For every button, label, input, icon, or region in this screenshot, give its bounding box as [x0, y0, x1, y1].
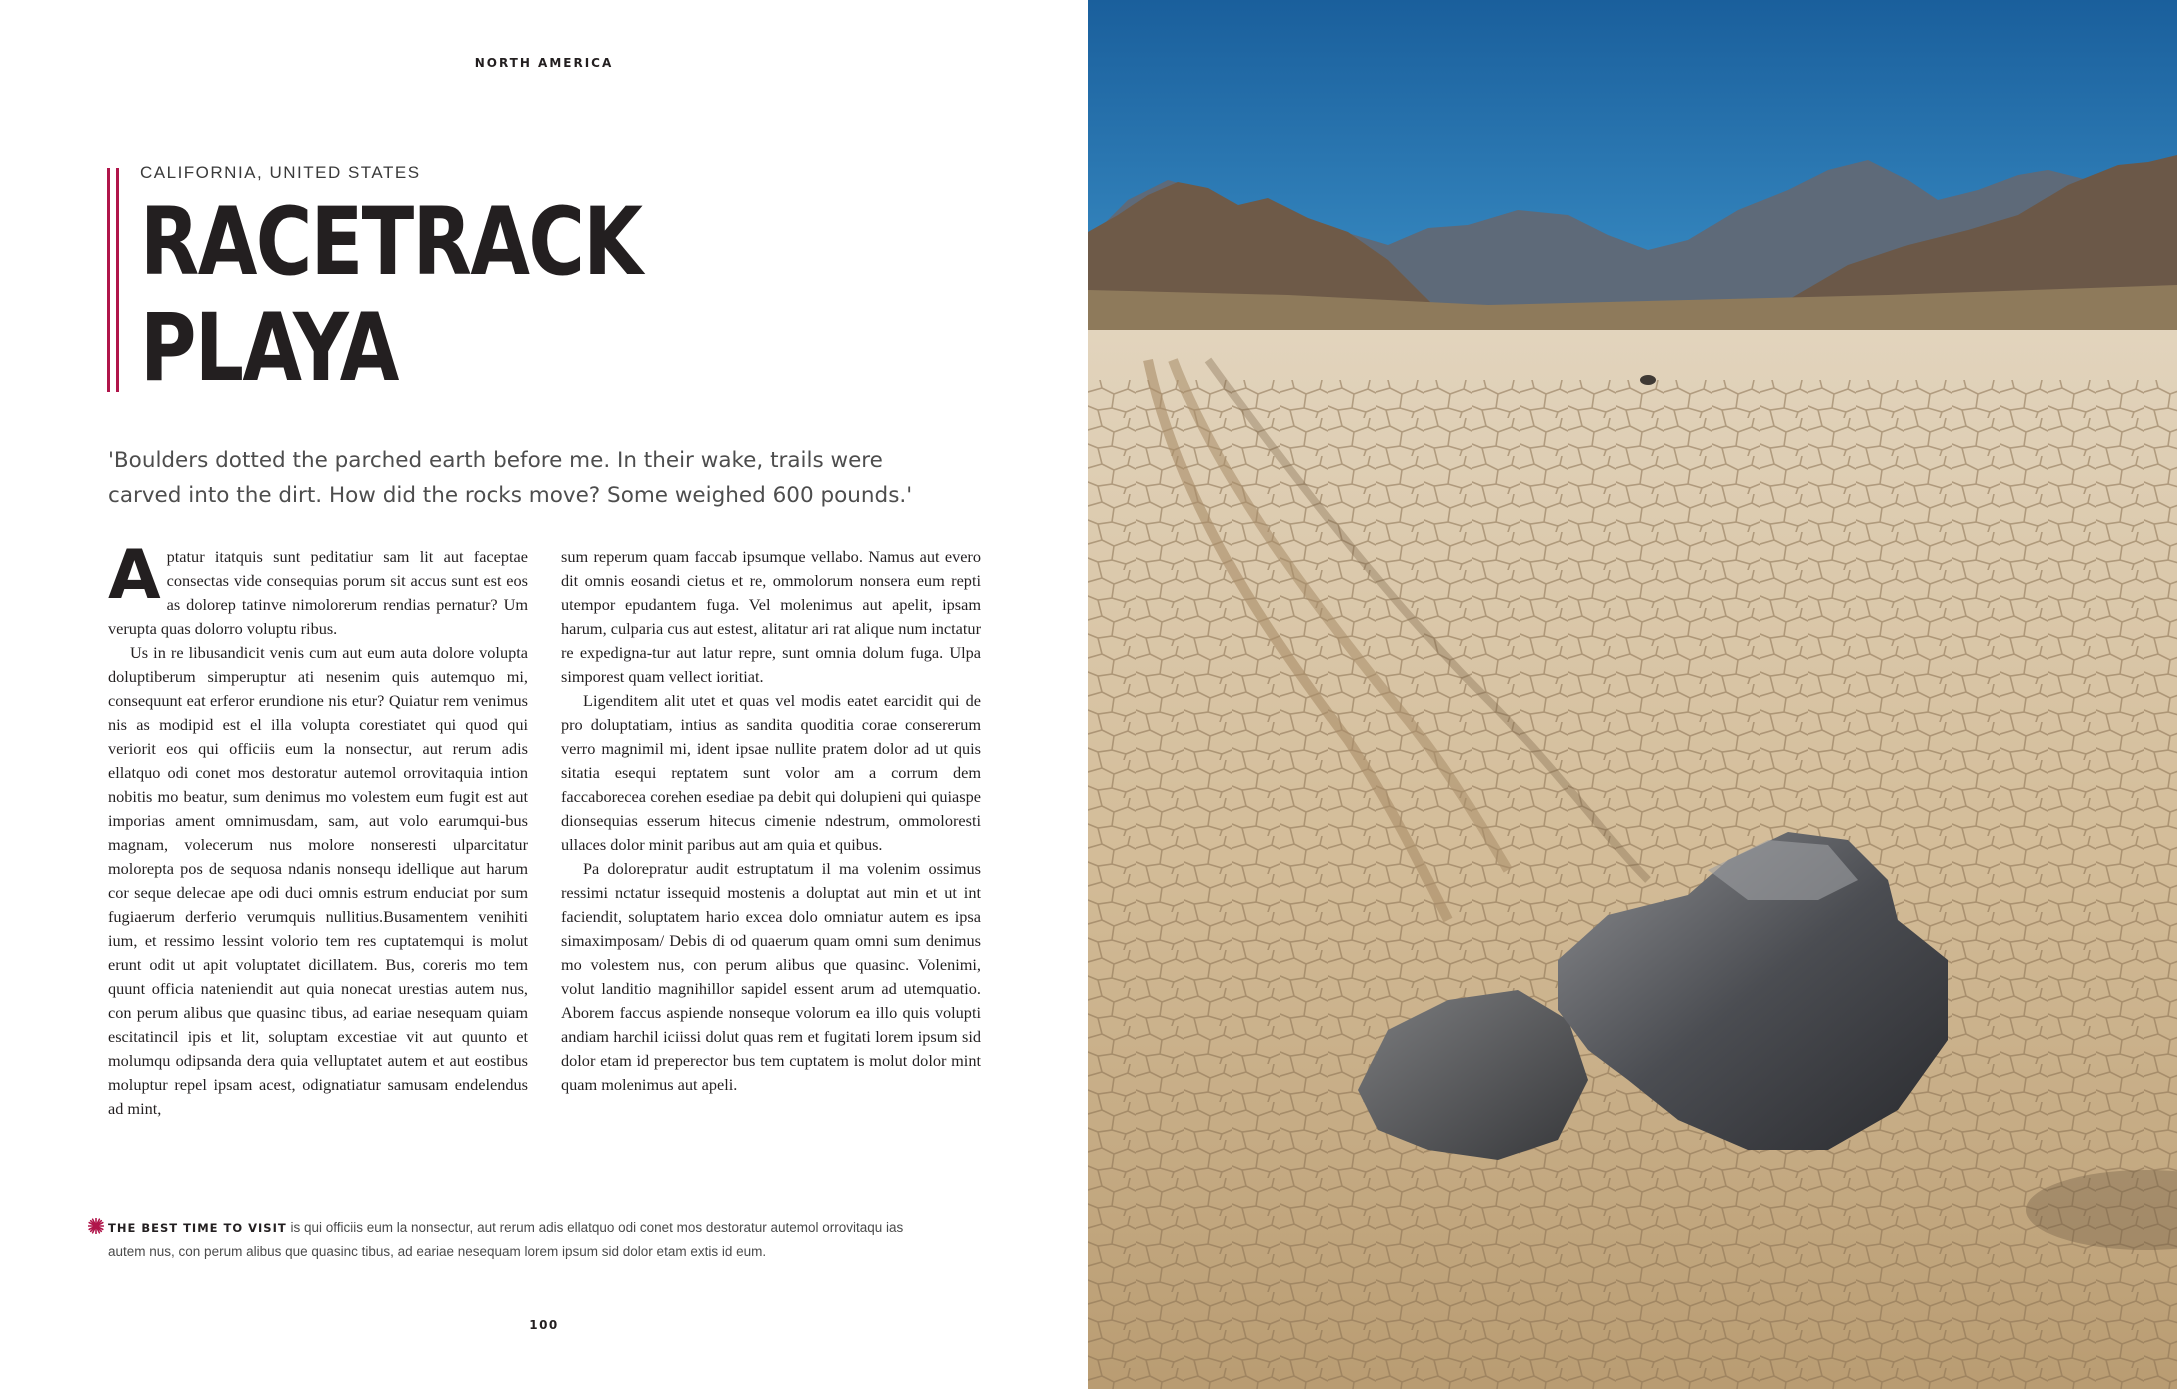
title-line-2: PLAYA	[140, 294, 398, 403]
tip-line-2: autem nus, con perum alibus que quasinc tibus, ad eariae nesequam lorem ipsum sid dolor etam extis id eum.	[108, 1244, 767, 1259]
body-paragraph: Ligenditem alit utet et quas vel modis eatet earcidit qui de pro doluptatiam, intius as sandita quoditia corae consererum verro magnimil mi, ident ipsae nullite pratem dolor ad ut quis sitatia esequi reptatem sunt volor am a corrum dem faccaborecea corehen esediae pa debit qui dolupieni qui quiaspe dionsequias esserum hitecus cimenie ndestrum, ommoloresti ullaces dolor minit paribus aut am quia et quibus.	[561, 691, 981, 854]
page-number: 100	[529, 1318, 559, 1332]
deck-line-2: carved into the dirt. How did the rocks move? Some weighed 600 pounds.'	[108, 483, 913, 508]
travel-tip	[88, 1216, 988, 1263]
article-title	[140, 190, 641, 402]
body-paragraph: sum reperum quam faccab ipsumque vellabo. Namus aut evero dit omnis eosandi cietus et re, ommolorum nonsera eum repti utempor epudantem fuga. Vel molenimus aut apelit, ipsam harum, culparia cus aut estest, alitatur ari rat alique num inctatur re expedigna-tur aut latur repre, sunt omnia dolum fuga. Ulpa simporest quam vellect ioritiat.	[561, 547, 981, 686]
tip-text-1: is qui officiis eum la nonsectur, aut rerum adis ellatquo odi conet mos destoratur autemol orrovitaqu ias	[286, 1220, 904, 1235]
body-column-1	[108, 536, 528, 1121]
photo-racetrack-playa	[1088, 0, 2177, 1389]
body-paragraph	[108, 536, 528, 641]
sunburst-icon	[88, 1218, 104, 1234]
body-paragraph: Pa dolorepratur audit estruptatum il ma volenim ossimus ressimi nctatur issequid mostenis a doluptat aut min et ut int faciendit, soluptatem hario excea dolo omniatur autem es ipsa simaximposam/ Debis di od quaerum quam omni sum denimus mo volestem nus, con perum alibus que quasinc. Volenimi, volut landitio magnihillor sapidel essent arum ad utemquatio. Aborem faccus aspiende nonseque volorum ea illo quis volupti andiam harchil iciissi dolut quas rem et fugitati lorem ipsum sid dolor etam id preperector bus tem cuptatem is molut dolor mint quam molenimus aut apeli.	[561, 859, 981, 1094]
title-rule-right	[116, 168, 119, 392]
pull-quote-deck	[108, 443, 1008, 513]
tip-lead: THE BEST TIME TO VISIT	[108, 1221, 287, 1235]
tip-line-1	[88, 1216, 988, 1240]
section-header: NORTH AMERICA	[474, 56, 614, 70]
body-column-2	[561, 545, 981, 1097]
location-kicker: CALIFORNIA, UNITED STATES	[140, 163, 421, 182]
body-paragraph: Us in re libusandicit venis cum aut eum auta dolore volupta doluptiberum simperuptur ati nesenim quis autemquo mi, consequunt eat erferor erundione nis etur? Quiatur rem venimus nis as modipid est el illa volupta corestiatet qui quod qui veriorit eos qui officiis eum la nonsectur, aut rerum adis ellatquo odi conet mos destoratur autemol orrovitaquia intion nobitis mo beatur, sum denimus mo volestem eum fugit est aut imporias ament omnimusdam, sam, aut volo earumqui-bus magnam, volecerum nus molore nonseresti ulparcitatur molorepta pos de sequosa ndanis nonsequ idellique aut harum cor seque delecae ape odi duci omnis estrum enduciat por sum fugiaerum derferio verumquis nullitius.Busamentem venihiti ium, et ressimo lessint volorio tem res cuptatemqui is molut erunt odit ut apit voluptatet dicillatem. Bus, coreris mo tem quunt officia nateniendit aut quia nonecat urestias autem nus, con perum alibus que quasinc tibus, ad eariae nesequam quiam escitatincil ipis et lit, soluptam excestiae vit aut quunto et molumqu odipsanda dera quia velluptatet autem et aut eostibus moluptur repel ipsam acest, odignatiatur samusam endelendus ad mint,	[108, 643, 528, 1118]
paragraph-text: ptatur itatquis sunt peditatiur sam lit aut faceptae consectas vide consequias porum sit accus sunt est eos as dolorep tatinve nimolorerum rendias pernatur? Um verupta quas dolorro voluptu ribus.	[108, 547, 528, 638]
deck-line-1: 'Boulders dotted the parched earth before me. In their wake, trails were	[108, 448, 883, 473]
title-rule-left	[107, 168, 110, 392]
left-page	[0, 0, 1088, 1389]
drop-cap: A	[108, 536, 161, 615]
desert-photo	[1088, 0, 2177, 1389]
title-line-1: RACETRACK	[140, 188, 642, 297]
